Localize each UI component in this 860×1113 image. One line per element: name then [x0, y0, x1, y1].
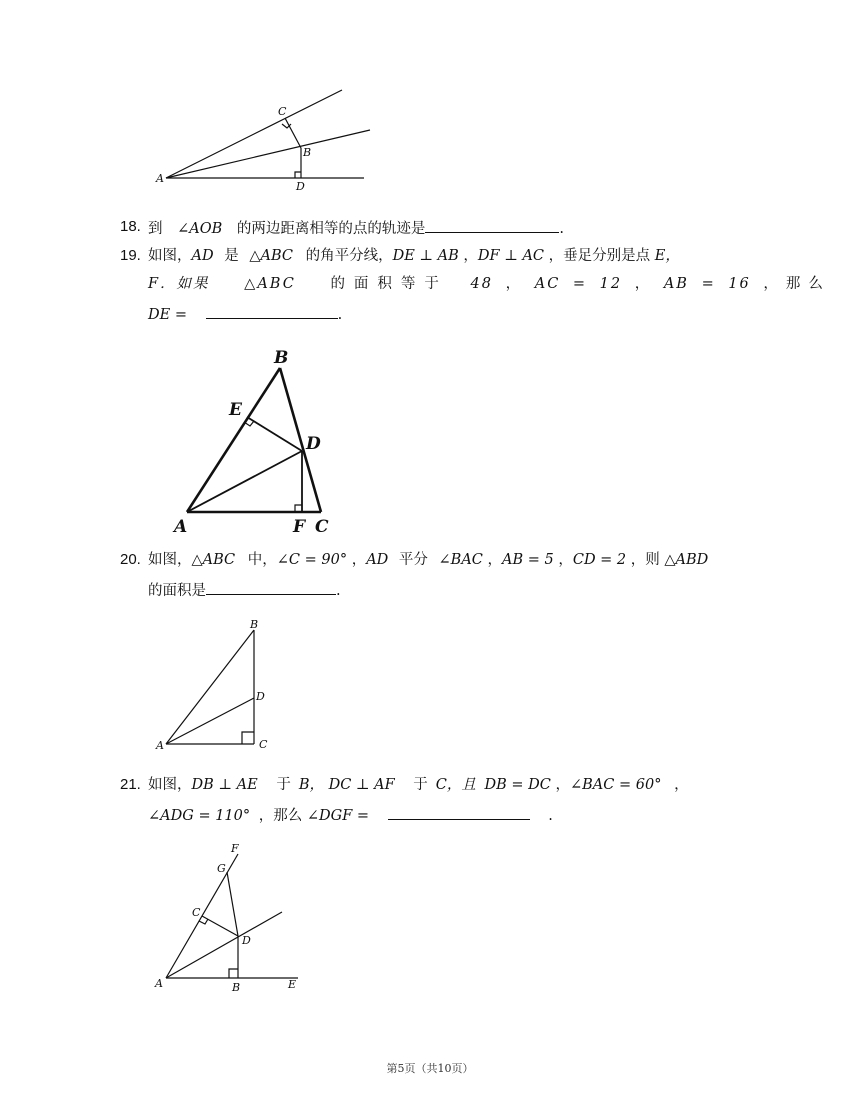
answer-blank[interactable]	[388, 804, 530, 820]
math: DE ⊥ AB	[392, 248, 459, 264]
math: ∠C = 90°	[276, 552, 348, 568]
math: C，且	[435, 777, 476, 793]
label-D: D	[306, 434, 321, 454]
math: ∠BAC	[438, 552, 483, 568]
math: △ABC	[191, 552, 236, 568]
math: ∠BAC = 60°	[570, 777, 662, 793]
text: ，则	[630, 552, 660, 568]
figure-q20-right-triangle	[150, 614, 280, 754]
question-number: 18.	[120, 218, 141, 235]
label-B: B	[303, 146, 312, 159]
math: DF ⊥ AC	[477, 248, 545, 264]
math: ∠DGF =	[306, 808, 370, 824]
text: ，	[558, 552, 573, 568]
label-A: A	[156, 172, 164, 185]
text: 中，	[247, 552, 277, 568]
text: 的面积是	[148, 583, 206, 599]
question-text	[148, 246, 680, 266]
label-B: B	[250, 618, 259, 631]
answer-blank[interactable]	[425, 217, 559, 233]
math: 48	[470, 276, 493, 292]
math: AB = 5	[502, 552, 554, 568]
text: 如图，	[148, 777, 192, 793]
math: AD	[366, 552, 389, 568]
math: AD	[191, 248, 214, 264]
question-number: 21.	[120, 776, 141, 793]
question-21-line-2	[148, 804, 553, 826]
question-20-line-2	[148, 579, 341, 601]
text: ，	[463, 248, 478, 264]
text: ，	[555, 777, 570, 793]
math: ∠ADG = 110°	[148, 808, 251, 824]
math: △ABC	[249, 248, 293, 264]
question-text	[148, 550, 708, 570]
answer-blank[interactable]	[206, 303, 338, 319]
question-number: 19.	[120, 247, 141, 264]
math: △ABD	[664, 552, 709, 568]
text: ，	[674, 777, 689, 793]
math: ∠AOB	[177, 221, 223, 237]
label-A: A	[155, 977, 163, 990]
label-B: B	[232, 981, 241, 994]
question-text	[148, 775, 689, 795]
text: 如图，	[148, 552, 192, 568]
period: .	[336, 583, 341, 599]
label-F: F	[293, 517, 306, 536]
label-C: C	[278, 105, 287, 118]
label-E: E	[288, 978, 297, 991]
label-B: B	[274, 348, 289, 368]
period: .	[337, 307, 343, 323]
label-E: E	[229, 400, 242, 420]
text: ，	[505, 276, 523, 292]
text: 的两边距离相等的点的轨迹是	[236, 221, 426, 237]
page-footer: 第5页（共10页）	[386, 1062, 474, 1075]
text: ，	[634, 276, 652, 292]
math: △ABC	[244, 276, 296, 292]
figure-q21-angle	[150, 840, 310, 996]
text: 如图，	[148, 248, 192, 264]
math: DC ⊥ AF	[328, 777, 395, 793]
math: B，	[298, 777, 324, 793]
label-C: C	[192, 906, 201, 919]
text: ，垂足分别是点	[548, 248, 651, 264]
text: ，那么	[258, 808, 303, 824]
math: DE =	[148, 307, 187, 323]
label-D: D	[242, 934, 251, 947]
math: DB = DC	[484, 777, 551, 793]
label-C: C	[259, 738, 268, 751]
label-D: D	[296, 180, 305, 193]
math: AB = 16	[663, 276, 751, 292]
math: DB ⊥ AE	[191, 777, 258, 793]
text: 于	[413, 777, 428, 793]
question-19-line-3	[148, 303, 342, 325]
label-C: C	[315, 517, 329, 536]
text: 于	[276, 777, 291, 793]
period: .	[548, 808, 553, 824]
answer-blank[interactable]	[206, 579, 336, 595]
text: 的角平分线，	[305, 248, 393, 264]
question-text	[148, 217, 564, 239]
text: ，	[487, 552, 502, 568]
period: .	[559, 221, 564, 237]
text: ，	[351, 552, 367, 568]
text: 是	[224, 248, 239, 264]
math: E，	[654, 248, 680, 264]
figure-angle-bisector-top	[150, 82, 380, 194]
question-number: 20.	[120, 551, 141, 568]
figure-q19-triangle	[168, 344, 340, 536]
question-19-line-2	[148, 274, 831, 294]
math: CD = 2	[572, 552, 627, 568]
label-A: A	[174, 517, 188, 536]
label-A: A	[156, 739, 164, 752]
math: AC = 12	[534, 276, 623, 292]
label-F: F	[231, 842, 239, 855]
text: 平分	[398, 552, 428, 568]
label-G: G	[217, 862, 226, 875]
text: 到	[148, 221, 163, 237]
label-D: D	[256, 690, 265, 703]
text: F．如果	[148, 276, 210, 292]
text: ，那么	[763, 276, 831, 292]
text: 的面积等于	[330, 276, 448, 292]
